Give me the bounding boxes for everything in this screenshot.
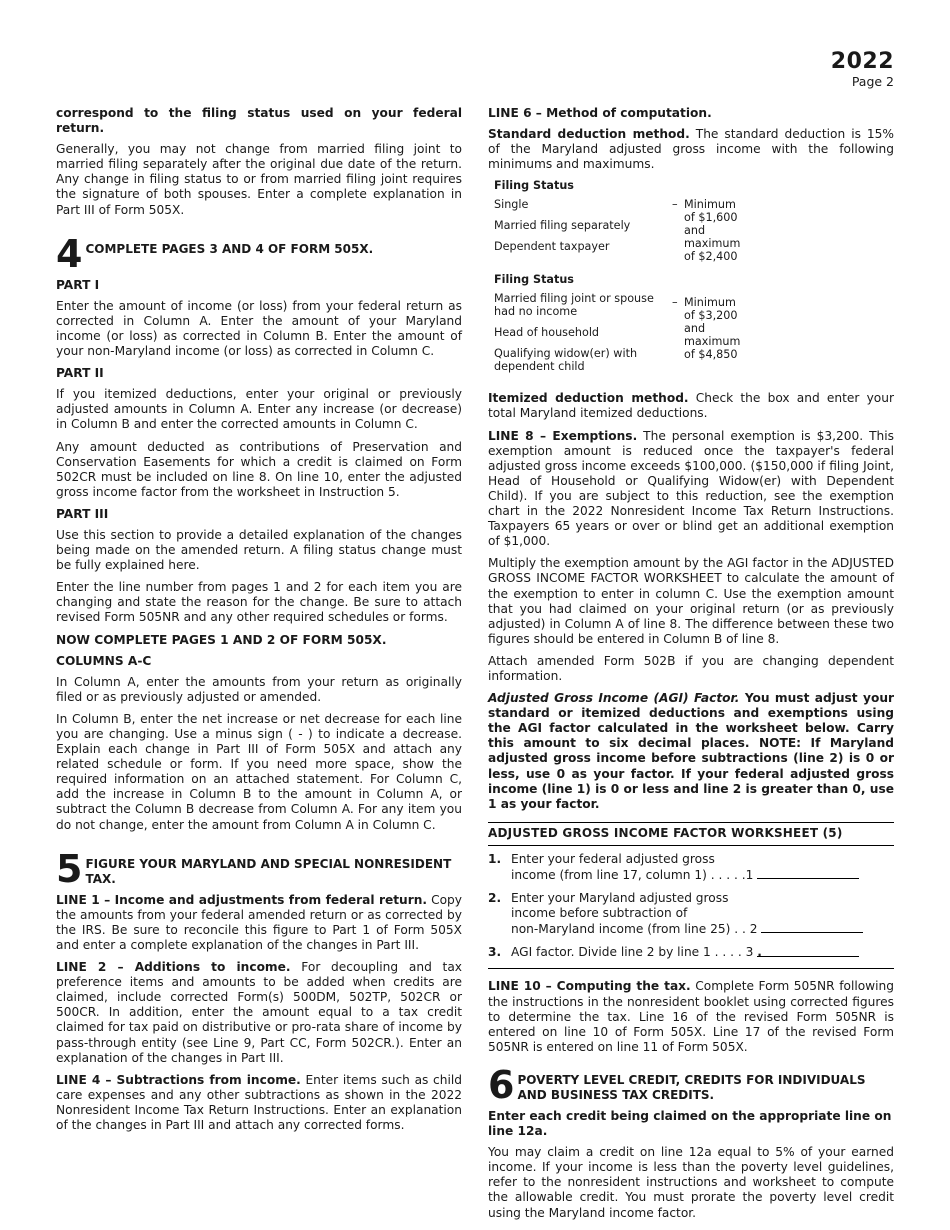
min-max-value: Minimum of $3,200 and maximum of $4,850 xyxy=(684,296,741,362)
decimal-point: . xyxy=(757,945,762,960)
filing-status-group xyxy=(494,198,894,263)
tax-year: 2022 xyxy=(830,49,894,74)
section-title: POVERTY LEVEL CREDIT, CREDITS FOR INDIVIDUALS AND BUSINESS TAX CREDITS. xyxy=(517,1072,866,1102)
row-text: non-Maryland income (from line 25) . . 2 xyxy=(511,922,758,937)
min-max-value: Minimum of $1,600 and maximum of $2,400 xyxy=(684,198,741,264)
agi-factor-paragraph xyxy=(488,691,894,812)
line-4-heading: LINE 4 – Subtractions from income. xyxy=(56,1072,301,1087)
filing-status-item: Single xyxy=(494,198,529,212)
line-8-heading: LINE 8 – Exemptions. xyxy=(488,428,638,443)
filing-status-heading: Filing Status xyxy=(494,273,574,287)
standard-deduction-paragraph xyxy=(488,127,894,172)
dash: – xyxy=(672,198,678,212)
agi-factor-heading: Adjusted Gross Income (AGI) Factor. xyxy=(488,691,740,706)
columns-heading: COLUMNS A-C xyxy=(56,653,152,668)
itemized-heading: Itemized deduction method. xyxy=(488,391,689,406)
part-1-heading: PART I xyxy=(56,277,100,292)
row-text: income (from line 17, column 1) . . . . .1 xyxy=(511,868,754,882)
line-6-heading: LINE 6 – Method of computation. xyxy=(488,106,712,120)
line-2-heading: LINE 2 – Additions to income. xyxy=(56,960,291,975)
part-3-heading: PART III xyxy=(56,506,109,521)
enter-each-credit: Enter each credit being claimed on the appropriate line on line 12a. xyxy=(488,1108,892,1139)
attach-paragraph: Attach amended Form 502B if you are changing dependent information. xyxy=(488,653,894,683)
itemized-text: Check the box and enter your total Maryland itemized deductions. xyxy=(488,391,894,421)
line-1-text: Copy the amounts from your federal amended return or as corrected by the IRS. Be sure to reconcile this figure to Part 1 of Form 505X and enter a complete explanation of the changes in Part III. xyxy=(56,892,462,952)
filing-status-note: correspond to the filing status used on your federal return. xyxy=(56,106,462,136)
columns-text: In Column B, enter the net increase or net decrease for each line you are changing. Use a minus sign ( - ) to indicate a decrease. Explain each change in Part III of Form 505X and attach any related schedule or form. If you need more space, show the required information on an attached statement. For Column C, add the increase in Column B to the amount in Column A, or subtract the Column B decrease from Column A. For any item you do not change, enter the amount from Column A in Column C. xyxy=(56,711,462,832)
standard-deduction-heading: Standard deduction method. xyxy=(488,127,690,142)
filing-status-paragraph: Generally, you may not change from married filing joint to married filing separately after the original due date of the return. Any change in filing status to or from married filing joint requires the signature of both spouses. Enter a complete explanation in Part III of Form 505X. xyxy=(56,142,462,217)
part-3-text: Use this section to provide a detailed explanation of the changes being made on the amended return. A filing status change must be fully explained here. xyxy=(56,527,462,573)
row-text: Enter your Maryland adjusted gross xyxy=(511,891,729,906)
part-1-text: Enter the amount of income (or loss) from your federal return as corrected in Column A. Enter the amount of your Maryland income (or loss) as corrected in Column B. Enter the amount of your non-Maryland income (or loss) as corrected in Column C. xyxy=(56,298,462,359)
line-10-text: Complete Form 505NR following the instructions in the nonresident booklet using corrected figures to determine the tax. Line 16 of the revised Form 505NR is entered on line 10 of Form 505X. Line 17 of the revised Form 505NR is entered on line 11 of Form 505X. xyxy=(488,979,894,1054)
part-2-heading: PART II xyxy=(56,366,104,381)
section-number: 6 xyxy=(488,1062,515,1107)
filing-status-item: Married filing separately xyxy=(494,219,631,233)
line-1-paragraph xyxy=(56,893,462,953)
right-column xyxy=(488,106,894,1228)
row-text: Enter your federal adjusted gross xyxy=(511,851,715,866)
filing-status-heading: Filing Status xyxy=(494,179,574,193)
filing-status-item: Married filing joint or spouse had no income xyxy=(494,292,654,319)
now-complete-heading: NOW COMPLETE PAGES 1 AND 2 OF FORM 505X. xyxy=(56,632,387,647)
section-number: 4 xyxy=(56,231,83,276)
agi-worksheet xyxy=(488,822,894,970)
line-4-text: Enter items such as child care expenses and any other subtractions as shown in the 2022 Nonresident Income Tax Return Instructions. Enter an explanation of the changes in Part III and attach any corrected forms. xyxy=(56,1072,462,1132)
filing-status-item: Qualifying widow(er) with dependent child xyxy=(494,347,638,374)
line-2-paragraph xyxy=(56,960,462,1066)
row-number: 2. xyxy=(488,891,502,906)
filing-status-table xyxy=(494,179,894,381)
part-2-text: If you itemized deductions, enter your original or previously adjusted amounts in Column A. Enter any increase (or decrease) in Column B and enter the corrected amounts in Column C. xyxy=(56,387,462,432)
entry-line[interactable] xyxy=(757,867,859,879)
row-text: income before subtraction of xyxy=(511,906,688,921)
line-2-text: For decoupling and tax preference items and amounts to be added when credits are claimed, include corrected Form(s) 500DM, 502TP, 502CR or 500CR. In addition, enter the amount equal to a tax credit claimed for tax paid on distributive or pro-rata share of income by pass-through entity (see Line 9, Part CC, Form 502CR.). Enter an explanation of the changes in Part III. xyxy=(56,960,463,1065)
section-4-heading xyxy=(56,231,462,276)
part-3-text: Enter the line number from pages 1 and 2 for each item you are changing and state the reason for the change. Be sure to attach revised Form 505NR and any other required schedules or forms. xyxy=(56,580,462,625)
standard-deduction-text: The standard deduction is 15% of the Maryland adjusted gross income with the following minimums and maximums. xyxy=(488,127,894,172)
line-8-text: The personal exemption is $3,200. This exemption amount is reduced once the taxpayer's federal adjusted gross income exceeds $100,000. ($150,000 if filing Joint, Head of Household or Qualifying Widow(er) with Dependent Child). If you are subject to this reduction, see the exemption chart in the 2022 Nonresident Income Tax Return Instructions. Taxpayers 65 years or over or blind get an additional exemption of $1,000. xyxy=(488,428,894,549)
page-number: Page 2 xyxy=(851,74,894,89)
section-title: COMPLETE PAGES 3 AND 4 OF FORM 505X. xyxy=(85,241,374,256)
itemized-paragraph xyxy=(488,391,894,421)
line-4-paragraph xyxy=(56,1073,462,1133)
row-number: 3. xyxy=(488,945,502,960)
filing-status-group xyxy=(494,292,894,381)
entry-line[interactable] xyxy=(761,921,863,933)
worksheet-row xyxy=(488,852,894,883)
row-number: 1. xyxy=(488,851,502,866)
filing-status-item: Head of household xyxy=(494,326,600,340)
filing-status-item: Dependent taxpayer xyxy=(494,240,610,254)
multiply-paragraph: Multiply the exemption amount by the AGI factor in the ADJUSTED GROSS INCOME FACTOR WORKSHEET to calculate the amount of the exemption to enter in column C. Use the exemption amount that you had claimed on your original return (or as previously adjusted) in Column A of line 8. The difference between these two figures should be entered in Column B of line 8. xyxy=(488,556,894,646)
section-6-heading xyxy=(488,1062,894,1107)
row-text: AGI factor. Divide line 2 by line 1 . . . . 3 xyxy=(511,945,754,960)
section-title: FIGURE YOUR MARYLAND AND SPECIAL NONRESIDENT TAX. xyxy=(85,856,452,886)
section-5-heading xyxy=(56,846,462,891)
part-2-text: Any amount deducted as contributions of Preservation and Conservation Easements for which a credit is claimed on Form 502CR must be included on line 8. On line 10, enter the adjusted gross income factor from the worksheet in Instruction 5. xyxy=(56,439,462,499)
worksheet-row xyxy=(488,891,894,937)
poverty-credit-paragraph: You may claim a credit on line 12a equal to 5% of your earned income. If your income is less than the poverty level guidelines, refer to the nonresident instructions and worksheet to compute the allowable credit. You must prorate the poverty level credit using the Maryland income factor. xyxy=(488,1145,894,1220)
worksheet-title: ADJUSTED GROSS INCOME FACTOR WORKSHEET (5) xyxy=(488,823,894,846)
line-10-paragraph xyxy=(488,979,894,1054)
line-1-heading: LINE 1 – Income and adjustments from federal return. xyxy=(56,892,428,907)
line-8-paragraph xyxy=(488,429,894,550)
left-column xyxy=(56,106,462,1140)
entry-line[interactable] xyxy=(757,945,859,960)
agi-factor-text: You must adjust your standard or itemized deductions and exemptions using the AGI factor calculated in the worksheet below. Carry this amount to six decimal places. NOTE: If Maryland adjusted gross income before subtractions (line 2) is 0 or less, use 0 as your factor. If your federal adjusted gross income (line 1) is 0 or less and line 2 is greater than 0, use 1 as your factor. xyxy=(488,691,895,811)
worksheet-row xyxy=(488,945,894,960)
line-10-heading: LINE 10 – Computing the tax. xyxy=(488,979,691,994)
columns-text: In Column A, enter the amounts from your return as originally filed or as previously adjusted or amended. xyxy=(56,674,462,704)
dash: – xyxy=(672,296,678,310)
section-number: 5 xyxy=(56,846,83,891)
page-header xyxy=(831,50,894,90)
